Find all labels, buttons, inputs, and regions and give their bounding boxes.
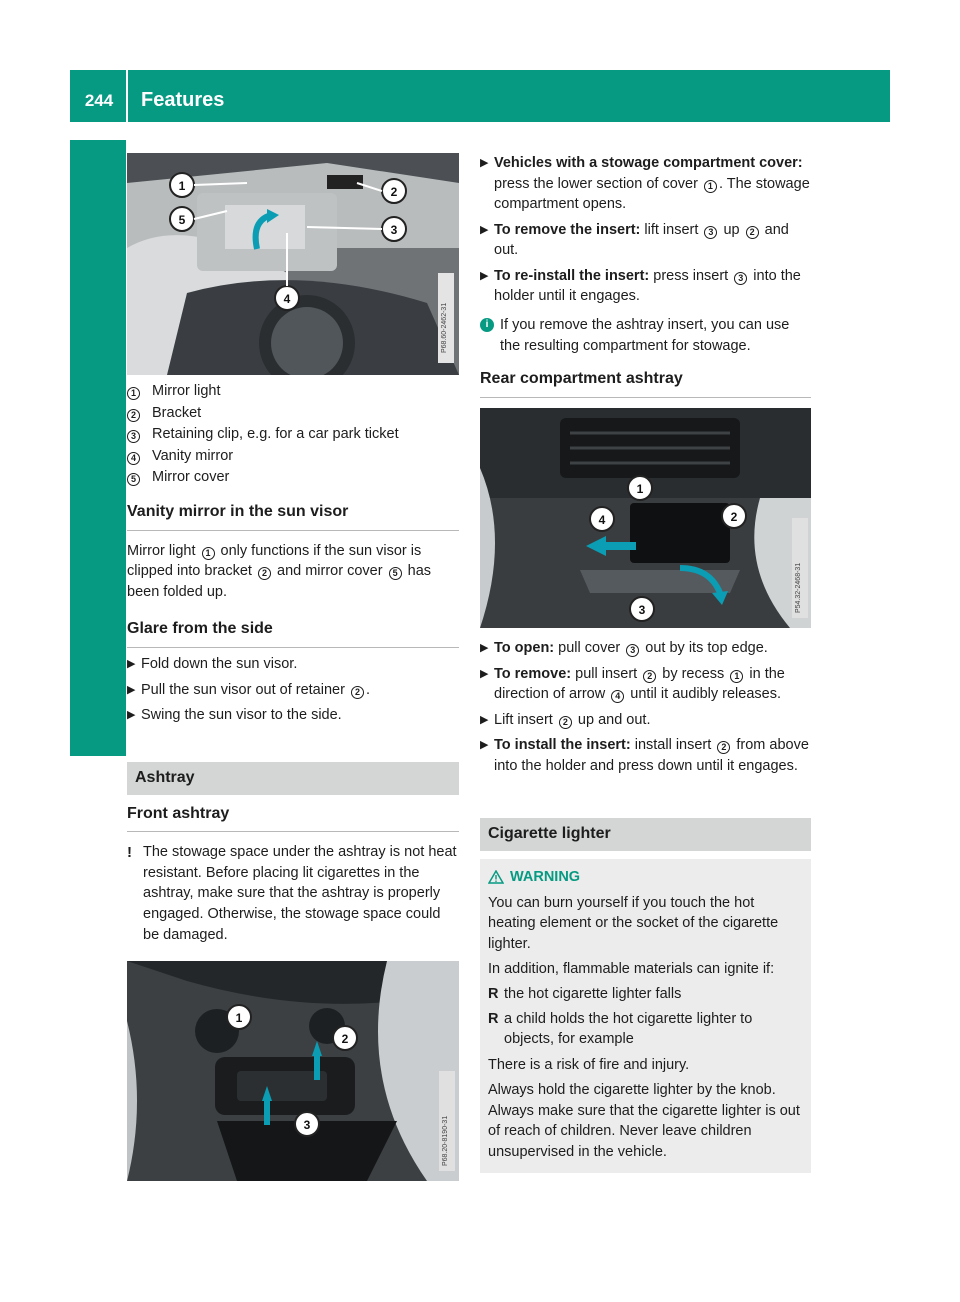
legend-label: Retaining clip, e.g. for a car park ticket (152, 426, 399, 443)
front-ashtray-illustration (127, 961, 459, 1181)
callout-number: 1 (202, 547, 215, 560)
callout-number: 2 (717, 741, 730, 754)
warning-box (480, 859, 811, 1173)
legend-label: Bracket (152, 404, 202, 421)
callout-number: 2 (127, 409, 140, 422)
ashtray-section-head: Ashtray (127, 762, 459, 795)
caution-note: ! The stowage space under the ashtray is not heat resistant. Before placing lit cigarettes in the ashtray, make sure that the ashtray is properly engaged. Otherwise, the stowage space could be damaged. (127, 842, 459, 945)
warning-bullet: R a child holds the hot cigarette lighter to objects, for example (488, 1010, 753, 1048)
svg-text:3: 3 (390, 223, 398, 237)
warning-text: Always hold the cigarette lighter by the knob. Always make sure that the cigarette lighter is out of reach of children. Never leave children unsupervised in the vehicle. (488, 1082, 800, 1161)
warning-text: There is a risk of fire and injury. (488, 1056, 690, 1073)
vanity-heading: Vanity mirror in the sun visor (127, 501, 459, 531)
page-number: 244 (84, 91, 114, 110)
callout-number: 3 (734, 272, 747, 285)
sun-visor-photo (127, 153, 459, 375)
legend-item (127, 403, 459, 425)
arrow-icon: ▶ (127, 658, 136, 671)
arrow-icon: ▶ (480, 739, 489, 752)
info-note: i If you remove the ashtray insert, you can use the resulting compartment for stowage. (480, 315, 811, 356)
exclamation-icon: ! (127, 844, 132, 862)
svg-text:4: 4 (283, 292, 291, 306)
instruction-step: ▶ Swing the sun visor to the side. (127, 705, 459, 726)
sun-visor-illustration (127, 153, 459, 375)
callout-number: 1 (704, 180, 717, 193)
callout-number: 3 (626, 644, 639, 657)
arrow-icon: ▶ (480, 157, 489, 169)
svg-text:1: 1 (178, 179, 186, 193)
svg-text:5: 5 (178, 213, 186, 227)
instruction-step: ▶ To re-install the insert: press insert 3 into the holder until it engages. (480, 266, 811, 307)
callout-number: 2 (559, 716, 572, 729)
svg-text:3: 3 (638, 602, 646, 617)
instruction-step: ▶ Lift insert 2 up and out. (480, 710, 811, 731)
legend-list (127, 381, 459, 489)
arrow-icon: ▶ (480, 269, 489, 282)
callout-number: 1 (127, 387, 140, 400)
svg-text:1: 1 (636, 481, 644, 496)
legend-item (127, 424, 459, 446)
warning-text: You can burn yourself if you touch the hot heating element or the socket of the cigarette lighter. (488, 894, 779, 952)
callout-number: 2 (258, 567, 271, 580)
callout-number: 2 (351, 686, 364, 699)
svg-text:2: 2 (390, 185, 398, 199)
instruction-step: ▶ To remove: pull insert 2 by recess 1 in the direction of arrow 4 until it audibly releases. (480, 664, 811, 705)
arrow-icon: ▶ (480, 713, 489, 726)
warning-text: In addition, flammable materials can ignite if: (488, 961, 775, 978)
svg-text:4: 4 (598, 512, 606, 527)
side-tab-label: Stowage and features (86, 232, 109, 440)
legend-label: Vanity mirror (152, 447, 234, 464)
right-column (480, 153, 811, 1173)
callout-number: 5 (389, 567, 402, 580)
instruction-step: ▶ To remove the insert: lift insert 3 up 2 and out. (480, 220, 811, 261)
arrow-icon: ▶ (480, 223, 489, 236)
front-ashtray-heading: Front ashtray (127, 803, 459, 833)
arrow-icon: ▶ (127, 709, 136, 722)
rear-ashtray-heading: Rear compartment ashtray (480, 368, 811, 398)
legend-item (127, 446, 459, 468)
glare-heading: Glare from the side (127, 618, 459, 648)
instruction-step: ▶ Fold down the sun visor. (127, 654, 459, 675)
rear-ashtray-photo (480, 408, 811, 628)
callout-number: 5 (127, 473, 140, 486)
instruction-step: ▶ To open: pull cover 3 out by its top edge. (480, 638, 811, 659)
info-icon: i (480, 318, 494, 332)
arrow-icon: ▶ (480, 667, 489, 680)
image-code: P68.60-2462-31 (441, 302, 448, 353)
svg-text:3: 3 (303, 1118, 311, 1133)
callout-number: 3 (704, 226, 717, 239)
warning-bullet: R the hot cigarette lighter falls (488, 986, 682, 1002)
legend-item (127, 467, 459, 489)
rear-ashtray-illustration (480, 408, 811, 628)
svg-text:2: 2 (341, 1032, 349, 1047)
legend-label: Mirror light (152, 383, 221, 399)
callout-number: 4 (127, 452, 140, 465)
warning-triangle-icon (488, 870, 504, 884)
image-code: P68.20-8190-31 (442, 1115, 449, 1167)
instruction-step: ▶ To install the insert: install insert 2 from above into the holder and press down until it engages. (480, 735, 811, 776)
page-title: Features (141, 89, 225, 111)
cigarette-lighter-section-head: Cigarette lighter (480, 818, 811, 851)
callout-number: 4 (611, 690, 624, 703)
instruction-step: ▶ Pull the sun visor out of retainer 2 . (127, 680, 459, 701)
vanity-text: Mirror light 1 only functions if the sun visor is clipped into bracket 2 and mirror cover 5 has been folded up. (127, 542, 432, 600)
legend-label: Mirror cover (152, 469, 230, 486)
callout-number: 2 (643, 670, 656, 683)
instruction-step: ▶ Vehicles with a stowage compartment cover: press the lower section of cover 1 . The stowage compartment opens. (480, 153, 811, 215)
legend-item (127, 381, 459, 403)
callout-number: 3 (127, 430, 140, 443)
warning-title: WARNING (488, 867, 803, 888)
callout-number: 1 (730, 670, 743, 683)
front-ashtray-photo (127, 961, 459, 1181)
arrow-icon: ▶ (127, 683, 136, 696)
svg-text:1: 1 (235, 1011, 243, 1026)
callout-number: 2 (746, 226, 759, 239)
image-code: P54.32-2468-31 (795, 562, 802, 613)
left-column (127, 153, 459, 1181)
header-divider (126, 70, 128, 122)
arrow-icon: ▶ (480, 641, 489, 654)
svg-text:2: 2 (730, 509, 738, 524)
